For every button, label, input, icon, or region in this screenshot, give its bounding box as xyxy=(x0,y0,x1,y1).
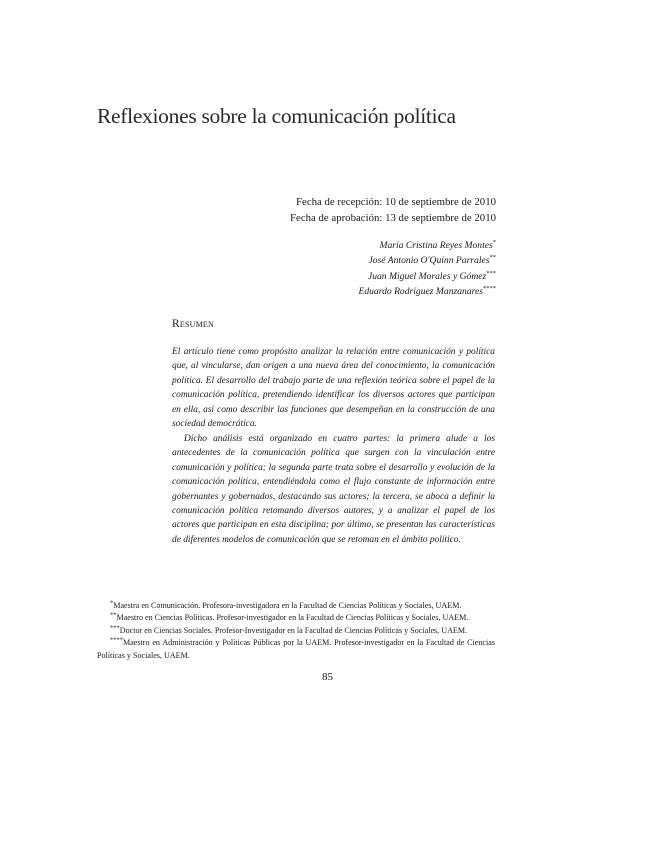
footnote-mark: *** xyxy=(110,624,120,632)
authors-block xyxy=(358,238,496,300)
footnote-mark: * xyxy=(110,599,114,607)
abstract xyxy=(172,345,495,547)
footnotes xyxy=(97,600,495,662)
footnote xyxy=(97,625,495,637)
author-line xyxy=(358,269,496,284)
author-line xyxy=(358,253,496,268)
footnote xyxy=(97,612,495,624)
author-footnote-mark: *** xyxy=(486,269,496,277)
footnote-text: Maestra en Comunicación. Profesora-investigadora en la Facultad de Ciencias Políticas y Sociales, UAEM. xyxy=(113,601,462,610)
reception-date: Fecha de recepción: 10 de septiembre de 2010 xyxy=(296,196,496,208)
footnote-text: Doctor en Ciencias Sociales. Profesor-Investigador en la Facultad de Ciencias Políticas y Sociales, UAEM. xyxy=(119,625,468,635)
author-line xyxy=(358,238,496,253)
page-number: 85 xyxy=(322,671,333,683)
footnote xyxy=(97,637,495,662)
dates-block xyxy=(290,194,496,226)
author-name: José Antonio O'Quinn Parrales xyxy=(368,255,490,267)
footnote-mark: ** xyxy=(110,611,117,619)
article-title: Reflexiones sobre la comunicación política xyxy=(97,104,456,128)
author-name: María Cristina Reyes Montes xyxy=(379,240,493,251)
footnote-text: Maestro en Ciencias Políticas. Profesor-investigador en la Facultad de Ciencias Políticas y Sociales, UAEM. xyxy=(116,613,469,623)
footnote-text: Maestro en Administración y Políticas Públicas por la UAEM. Profesor-investigador en la Facultad de Ciencias Políticas y Sociales, UAEM. xyxy=(97,638,495,660)
author-footnote-mark: ** xyxy=(489,254,496,262)
abstract-paragraph: Dicho análisis está organizado en cuatro partes: la primera alude a los antecedentes de la comunicación política que surgen con la vinculación entre comunicación y política; la segunda parte trata sobre el desarrollo y evolución de la comunicación política, entendiéndola como el flujo constante de información entre gobernantes y gobernados, destacando sus actores; la tercera, se aboca a definir la comunicación política retomando diversos autores, y a analizar el papel de los actores que participan en esta disciplina; por último, se presentan las características de diferentes modelos de comunicación que se retoman en el ámbito político. xyxy=(172,433,495,545)
abstract-paragraph: El artículo tiene como propósito analizar la relación entre comunicación y política que, al vincularse, dan origen a una nueva área del conocimiento, la comunicación política. El desarrollo del trabajo parte de una reflexión teórica sobre el papel de la comunicación política, pretendiendo identificar los diversos actores que participan en ella, así como describir las funciones que desempeñan en la construcción de una sociedad democrática. xyxy=(172,347,495,430)
author-line xyxy=(358,284,496,299)
author-name: Juan Miguel Morales y Gómez xyxy=(367,270,487,282)
author-footnote-mark: * xyxy=(492,238,496,246)
abstract-heading: Resumen xyxy=(172,318,214,330)
approval-date: Fecha de aprobación: 13 de septiembre de 2010 xyxy=(290,212,496,224)
author-footnote-mark: **** xyxy=(483,285,496,293)
footnote-mark: **** xyxy=(110,636,123,644)
footnote xyxy=(97,600,495,612)
author-name: Eduardo Rodríguez Manzanares xyxy=(358,286,483,298)
